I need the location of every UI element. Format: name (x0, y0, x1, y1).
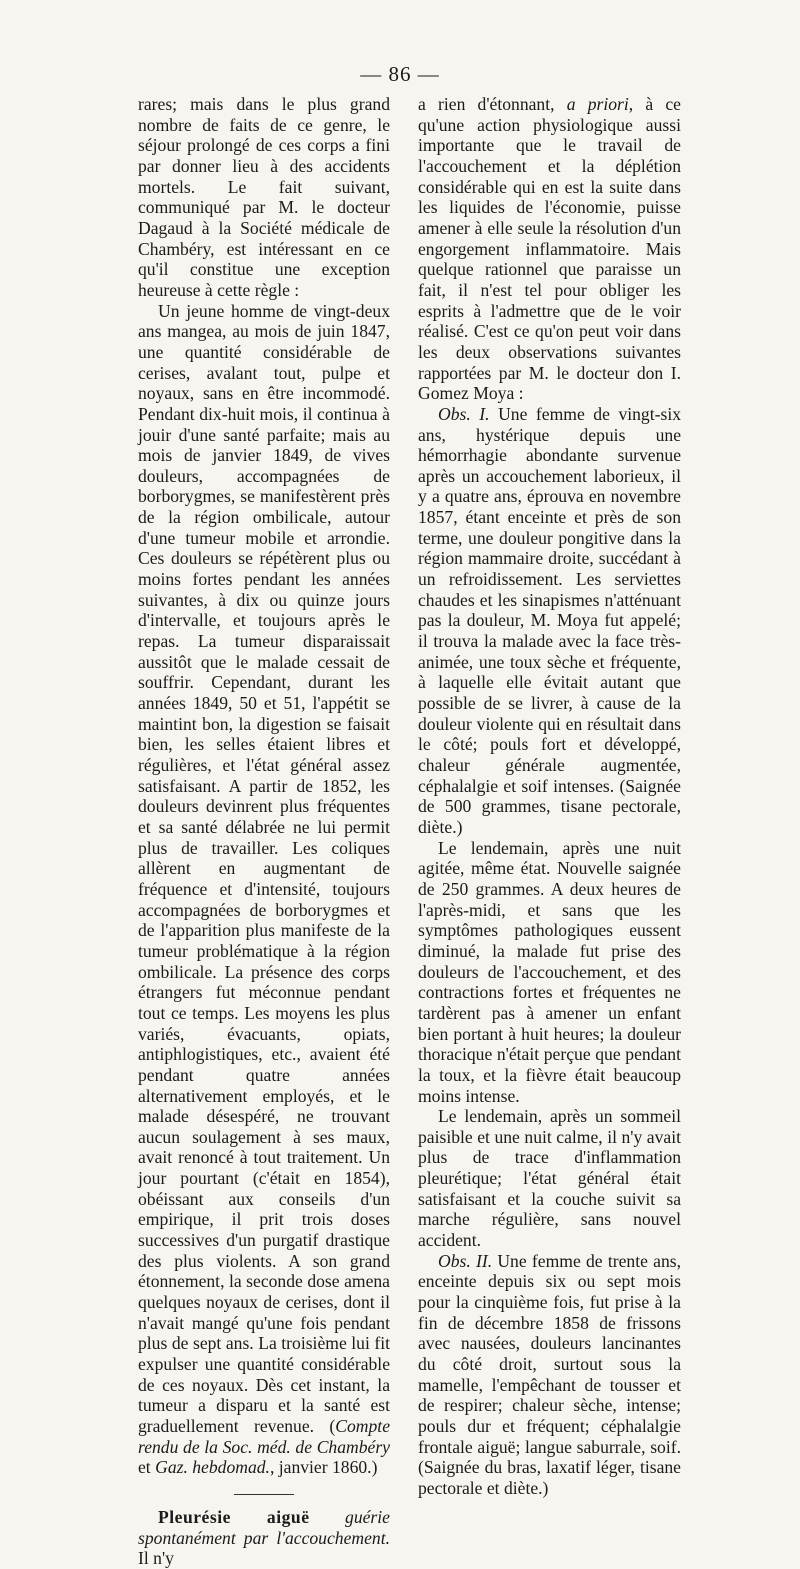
citation-date: , janvier 1860.) (269, 1457, 378, 1478)
source-citation: Gaz. hebdomad. (155, 1457, 270, 1478)
paragraph (418, 94, 681, 404)
observation-text: Une femme de trente ans, enceinte depuis six ou sept mois pour la cinquième fois, fut prise à la fin de décembre 1858 de frissons avec nausées, douleurs lancinantes du côté droit, surtout sous la mamelle, l'empêchant de tousser et de respirer; chaleur sèche, intense; pouls dur et fréquent; céphalalgie frontale aiguë; langue saburrale, soif. (Saignée du bras, laxatif léger, tisane pectorale et diète.) (418, 1250, 681, 1498)
heading-title: Pleurésie aiguë (158, 1506, 310, 1527)
page-number: — 86 — (360, 62, 440, 86)
observation-label: Obs. II. (438, 1250, 493, 1271)
heading-subtitle: guérie spontanément par l'accouchement. (138, 1506, 390, 1548)
section-heading (138, 1507, 390, 1569)
paragraph-text: Un jeune homme de vingt-deux ans mangea, au mois de juin 1847, une quantité considérable de cerises, avalant tout, pulpe et noyaux, sans en être incommodé. Pendant dix-huit mois, il continua à jouir d'une santé parfaite; mais au mois de janvier 1849, de vives douleurs, accompagnées de borborygmes, se manifestèrent près de la région ombilicale, autour d'une tumeur mobile et arrondie. Ces douleurs se répétèrent plus ou moins fortes pendant les années suivantes, à dix ou quinze jours d'intervalle, et toujours après le repas. La tumeur disparaissait aussitôt que le malade cessait de souffrir. Cependant, durant les années 1849, 50 et 51, l'appétit se maintint bon, la digestion se faisait bien, les selles étaient libres et régulières, et l'état général assez satisfaisant. A partir de 1852, les douleurs devinrent plus fréquentes et sa santé délabrée ne lui permit plus de travailler. Les coliques allèrent en augmentant de fréquence et d'intensité, toujours accompagnées de borborygmes et de l'apparition plus manifeste de la tumeur problématique à la région ombilicale. La présence des corps étrangers fut méconnue pendant tout ce temps. Les moyens les plus variés, évacuants, opiats, antiphlogistiques, etc., avaient été pendant quatre années alternativement employés, et le malade désespéré, ne trouvant aucun soulagement à ses maux, avait renoncé à tout traitement. Un jour pourtant (c'était en 1854), obéissant aux conseils d'un empirique, il prit trois doses successives d'un purgatif drastique des plus violents. A son grand étonnement, la seconde dose amena quelques noyaux de cerises, dont il n'avait mangé qu'une fois pendant plus de sept ans. La troisième lui fit expulser une quantité considérable de ces noyaux. Dès cet instant, la tumeur a disparu et la santé est graduellement revenue. ( (138, 300, 390, 1436)
citation-join: et (138, 1457, 156, 1478)
section-divider (234, 1494, 294, 1495)
observation-label: Obs. I. (438, 403, 490, 424)
source-citation: Compte rendu de la Soc. méd. de Chambéry (138, 1416, 390, 1457)
paragraph (138, 301, 390, 1478)
paragraph-text: , à ce qu'une action physiologique aussi importante que le travail de l'accouchement et la déplétion considérable qui en est la suite dans les liquides de l'économie, puisse amener à elle seule la résolution d'un engorgement inflammatoire. Mais quelque rationnel que paraisse un fait, il n'est tel pour obliger les esprits à l'admettre que de le voir réalisé. C'est ce qu'on peut voir dans les deux observations suivantes rapportées par M. le docteur don I. Gomez Moya : (418, 94, 681, 404)
paragraph: Le lendemain, après une nuit agitée, même état. Nouvelle saignée de 250 grammes. A deux heures de l'après-midi, et sans que les symptômes pathologiques eussent diminué, la malade fut prise des douleurs de l'accouchement, et des contractions fortes et fréquentes ne tardèrent pas à amener un enfant bien portant à huit heures; la douleur thoracique n'était perçue que pendant la toux, et la fièvre était beaucoup moins intense. (418, 837, 681, 1106)
italic-phrase: a priori (566, 94, 629, 114)
heading-tail: Il n'y (138, 1548, 174, 1569)
left-column (138, 94, 390, 1569)
observation-2 (418, 1251, 681, 1499)
paragraph: rares; mais dans le plus grand nombre de faits de ce genre, le séjour prolongé de ces corps a fini par donner lieu à des accidents mortels. Le fait suivant, communiqué par M. le docteur Dagaud à la Société médicale de Chambéry, est intéressant en ce qu'il constitue une exception heureuse à cette règle : (138, 94, 390, 300)
paragraph: Le lendemain, après un sommeil paisible et une nuit calme, il n'y avait plus de trace d'inflammation pleurétique; l'état général était satisfaisant et la couche suivit sa marche régulière, sans nouvel accident. (418, 1106, 681, 1251)
right-column (418, 94, 681, 1499)
observation-text: Une femme de vingt-six ans, hystérique depuis une hémorrhagie abondante survenue après un accouchement laborieux, il y a quatre ans, éprouva en novembre 1857, étant enceinte et près de son terme, une douleur pongitive dans la région mammaire droite, succédant à un refroidissement. Les serviettes chaudes et les sinapismes n'atténuant pas la douleur, M. Moya fut appelé; il trouva la malade avec la face très-animée, une toux sèche et fréquente, à laquelle elle évitait autant que possible de se livrer, à cause de la douleur violente qui en résultait dans le côté; pouls fort et développé, chaleur générale augmentée, céphalalgie et soif intenses. (Saignée de 500 grammes, tisane pectorale, diète.) (418, 403, 681, 837)
paragraph-text: a rien d'étonnant, (418, 94, 567, 114)
observation-1 (418, 404, 681, 838)
